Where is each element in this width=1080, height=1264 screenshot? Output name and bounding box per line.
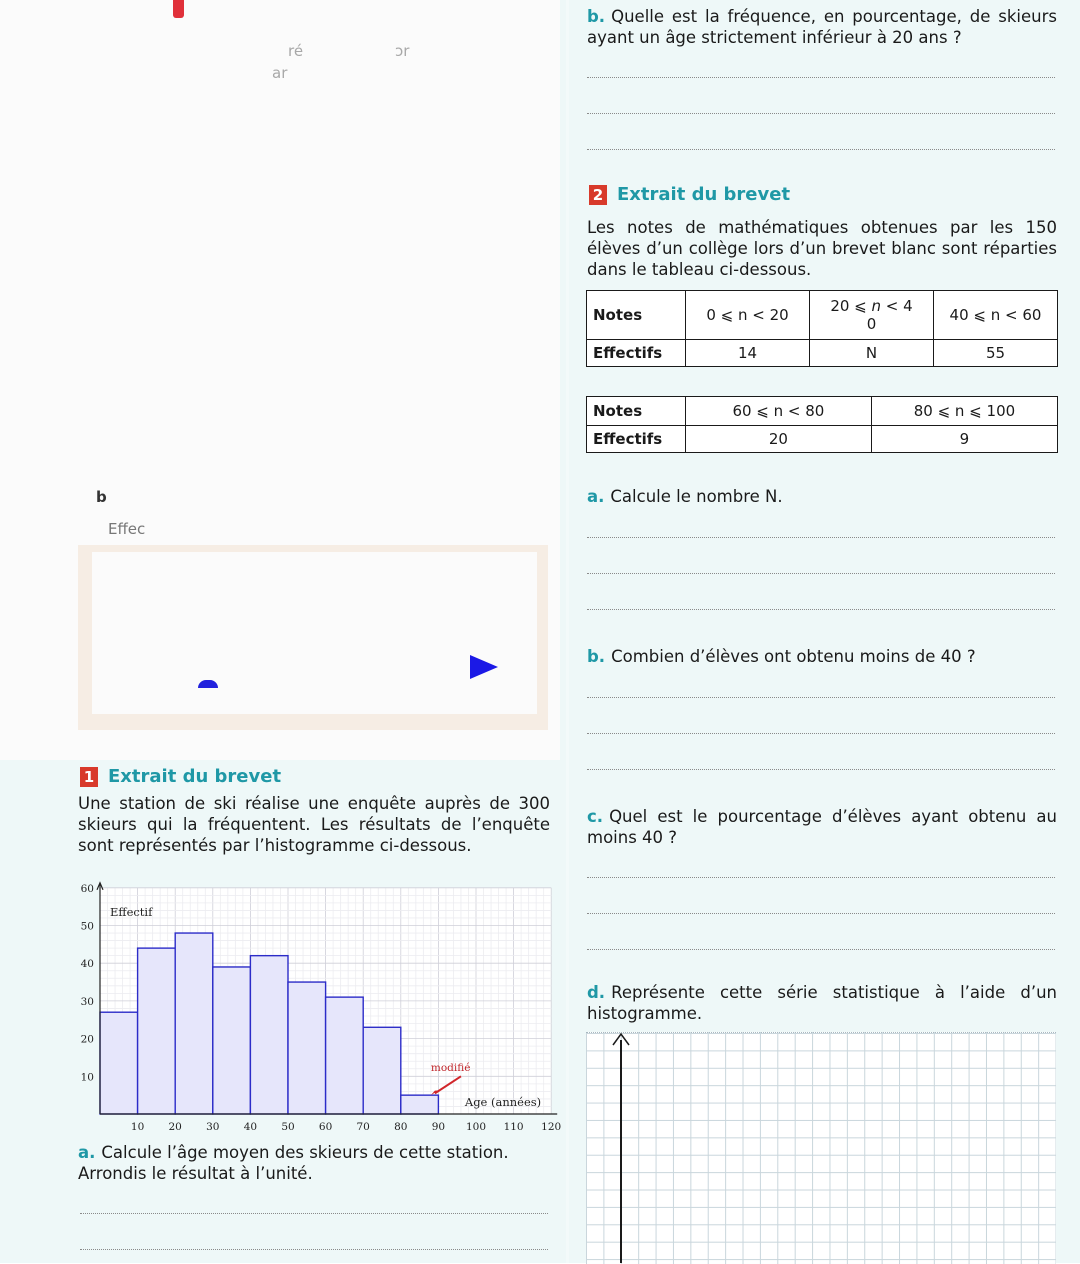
histogram-chart [70, 880, 565, 1135]
exercise2-question-b [587, 646, 1057, 667]
question-letter: c. [587, 807, 604, 826]
question-letter: d. [587, 983, 606, 1002]
answer-line[interactable] [587, 573, 1055, 574]
table-cell-count: 55 [934, 340, 1058, 367]
y-tick-label: 20 [80, 1033, 94, 1046]
answer-line[interactable] [587, 733, 1055, 734]
table-cell-interval: 0 ⩽ n < 20 [686, 291, 810, 340]
x-tick-label: 120 [541, 1121, 562, 1133]
table-cell-interval: 80 ⩽ n ⩽ 100 [871, 397, 1057, 426]
table-row [587, 426, 1058, 453]
blue-shape [198, 680, 218, 688]
ghost-text: ɔr [395, 42, 410, 60]
answer-line[interactable] [587, 769, 1055, 770]
answer-line[interactable] [587, 149, 1055, 150]
exercise2-title: Extrait du brevet [617, 184, 791, 205]
y-tick-label: 60 [80, 882, 94, 895]
table-cell-count: 14 [686, 340, 810, 367]
x-tick-label: 30 [206, 1121, 220, 1133]
drawing-grid[interactable] [586, 1032, 1056, 1264]
ghost-text: b [96, 488, 107, 506]
question-text: Calcule l’âge moyen des skieurs de cette station. Arrondis le résultat à l’unité. [78, 1143, 509, 1183]
exercise1-heading [80, 766, 281, 787]
x-tick-label: 50 [281, 1121, 295, 1133]
histogram-bar [363, 1027, 401, 1114]
red-corner-mark [173, 0, 184, 18]
notes-table-2 [586, 396, 1058, 453]
question-text: Quelle est la fréquence, en pourcentage, de skieurs ayant un âge strictement inférieur à 20 ans ? [587, 7, 1057, 47]
ghost-text: ar [272, 64, 288, 82]
answer-line[interactable] [587, 697, 1055, 698]
answer-line[interactable] [80, 1249, 548, 1250]
histogram-bar [401, 1095, 439, 1114]
exercise1-number: 1 [80, 767, 98, 787]
question-letter: a. [587, 487, 605, 506]
y-tick-label: 50 [80, 920, 94, 933]
exercise2-heading [589, 184, 790, 205]
question-text: Combien d’élèves ont obtenu moins de 40 ? [611, 647, 976, 666]
triangle-shape [470, 655, 498, 679]
question-letter: b. [587, 647, 606, 666]
question-text: Calcule le nombre N. [610, 487, 783, 506]
interval-line-2: 0 [866, 315, 877, 333]
table-header-notes: Notes [587, 291, 686, 340]
histogram-bar [175, 933, 213, 1114]
answer-line[interactable] [587, 609, 1055, 610]
answer-line[interactable] [587, 77, 1055, 78]
question-letter: b. [587, 7, 606, 26]
table-cell-count: 20 [685, 426, 871, 453]
y-tick-label: 40 [80, 958, 94, 971]
answer-line[interactable] [587, 537, 1055, 538]
question-text: Quel est le pourcentage d’élèves ayant obtenu au moins 40 ? [587, 807, 1057, 847]
question-letter: a. [78, 1143, 96, 1162]
exercise1-title: Extrait du brevet [108, 766, 282, 787]
exercise2-intro: Les notes de mathématiques obtenues par les 150 élèves d’un collège lors d’un brevet blanc sont réparties dans le tableau ci-dessous. [587, 218, 1057, 279]
x-tick-label: 80 [394, 1121, 408, 1133]
ghost-text: ré [288, 42, 304, 60]
table-cell-interval: 40 ⩽ n < 60 [934, 291, 1058, 340]
x-tick-label: 20 [168, 1121, 182, 1133]
table-header-effectifs: Effectifs [587, 426, 686, 453]
exercise1-question-a [78, 1142, 558, 1184]
histogram-bar [138, 948, 176, 1114]
x-tick-label: 100 [465, 1121, 487, 1133]
table-header-notes: Notes [587, 397, 686, 426]
answer-line[interactable] [587, 913, 1055, 914]
exercise2-question-a [587, 486, 1057, 507]
grid-vertical-axis [620, 1040, 622, 1263]
table-cell-count: 9 [871, 426, 1057, 453]
x-axis-label: Age (années) [464, 1095, 542, 1109]
column-divider [566, 0, 569, 1263]
table-cell-interval [810, 291, 934, 340]
ghost-text: Effec [108, 520, 146, 538]
previous-question-b [587, 6, 1057, 48]
y-axis-label: Effectif [110, 904, 153, 919]
answer-line[interactable] [587, 877, 1055, 878]
histogram-bar [213, 967, 251, 1114]
table-row [587, 291, 1058, 340]
histogram-bar [326, 997, 364, 1114]
histogram-bar [288, 982, 326, 1114]
table-header-effectifs: Effectifs [587, 340, 686, 367]
erased-frame-inner [92, 552, 537, 714]
y-tick-label: 30 [80, 995, 94, 1008]
table-cell-interval: 60 ⩽ n < 80 [685, 397, 871, 426]
x-tick-label: 70 [356, 1121, 370, 1133]
table-row [587, 340, 1058, 367]
x-tick-label: 110 [503, 1121, 524, 1133]
annotation-label: modifié [430, 1061, 471, 1074]
notes-table-1 [586, 290, 1058, 367]
histogram-bar [100, 1012, 138, 1114]
answer-line[interactable] [587, 949, 1055, 950]
interval-line-1: 20 ⩽ n < 4 [830, 297, 913, 315]
exercise2-question-d [587, 982, 1057, 1024]
table-cell-count: N [810, 340, 934, 367]
table-row [587, 397, 1058, 426]
question-text: Représente cette série statistique à l’aide d’un histogramme. [587, 983, 1057, 1023]
x-tick-label: 10 [130, 1121, 145, 1133]
erased-region [0, 0, 560, 760]
exercise1-intro: Une station de ski réalise une enquête auprès de 300 skieurs qui la fréquentent. Les résultats de l’enquête sont représentés par l’histogramme ci-dessous. [78, 794, 550, 855]
x-tick-label: 40 [243, 1121, 258, 1133]
exercise2-question-c [587, 806, 1057, 848]
answer-line[interactable] [80, 1213, 548, 1214]
exercise2-number: 2 [589, 185, 607, 205]
x-tick-label: 90 [431, 1121, 446, 1133]
histogram-bar [250, 956, 288, 1114]
arrow-up-icon [611, 1032, 631, 1046]
y-tick-label: 10 [80, 1071, 94, 1084]
x-tick-label: 60 [318, 1121, 333, 1133]
answer-line[interactable] [587, 113, 1055, 114]
